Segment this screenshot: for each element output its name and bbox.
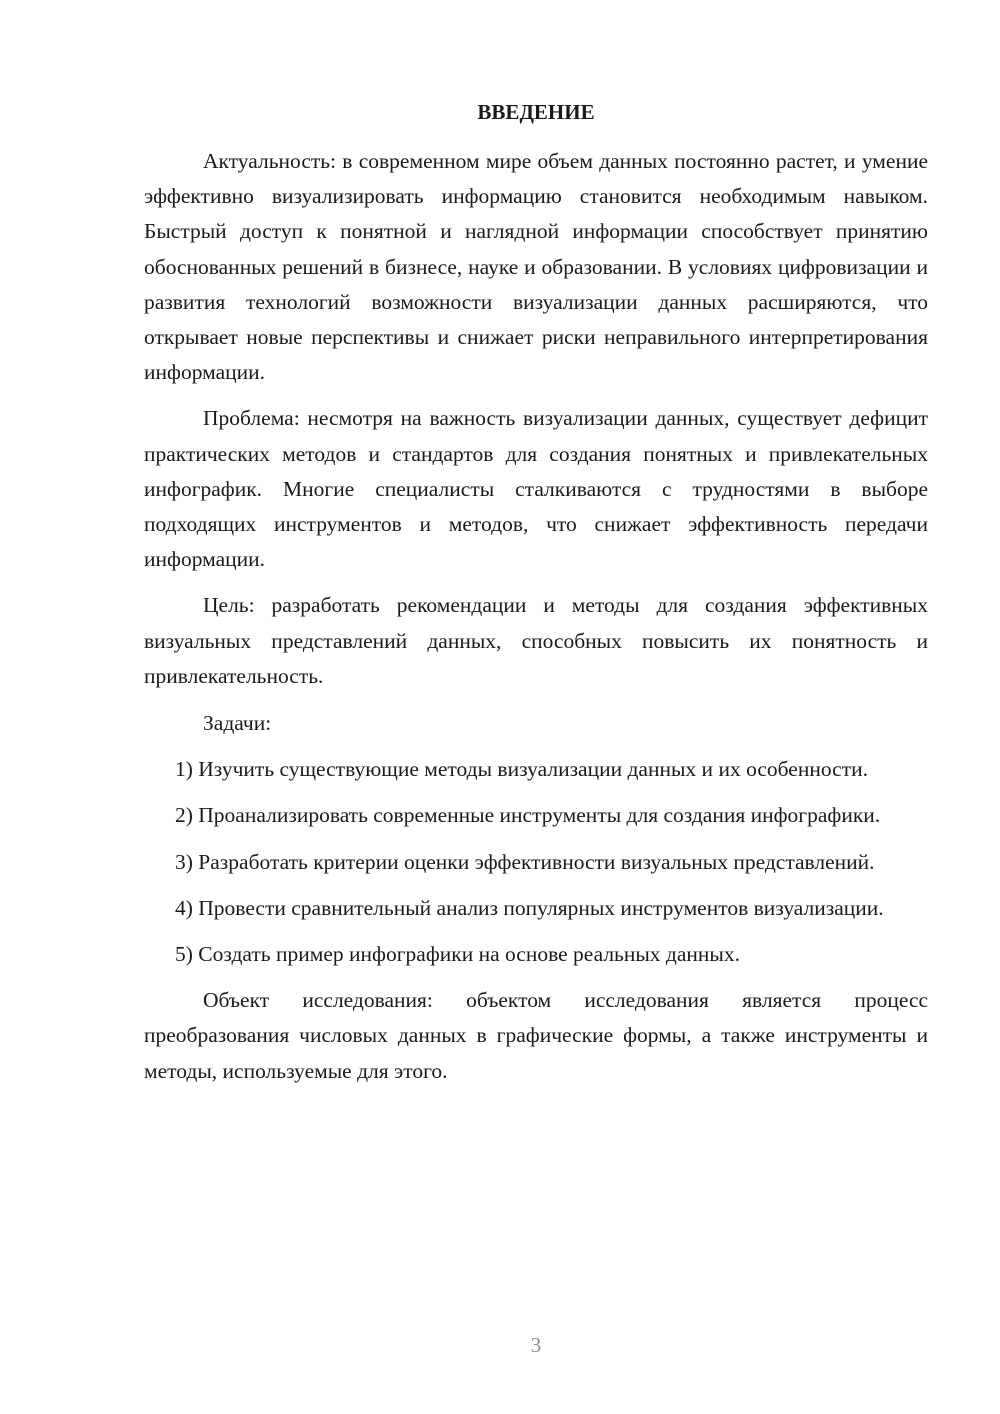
- relevance-paragraph: Актуальность: в современном мире объем данных постоянно растет, и умение эффективно визуализировать информацию становится необходимым навыком. Быстрый доступ к понятной и наглядной информации способствует принятию обоснованных решений в бизнесе, науке и образовании. В условиях цифровизации и развития технологий возможности визуализации данных расширяются, что открывает новые перспективы и снижает риски неправильного интерпретирования информации.: [144, 149, 928, 385]
- page-content: [144, 96, 928, 1100]
- task-item-5: 5) Создать пример инфографики на основе реальных данных.: [175, 942, 740, 967]
- problem-paragraph: Проблема: несмотря на важность визуализации данных, существует дефицит практических методов и стандартов для создания понятных и привлекательных инфографик. Многие специалисты сталкиваются с трудностями в выборе подходящих инструментов и методов, что снижает эффективность передачи информации.: [144, 406, 928, 572]
- section-title: ВВЕДЕНИЕ: [477, 100, 595, 124]
- task-item-2: 2) Проанализировать современные инструменты для создания инфографики.: [175, 803, 881, 828]
- task-item-1: 1) Изучить существующие методы визуализации данных и их особенности.: [175, 757, 868, 782]
- tasks-heading: Задачи:: [203, 711, 272, 736]
- task-item-4: 4) Провести сравнительный анализ популярных инструментов визуализации.: [175, 895, 884, 920]
- goal-paragraph: Цель: разработать рекомендации и методы для создания эффективных визуальных представлений данных, способных повысить их понятность и привлекательность.: [144, 593, 928, 688]
- page-number: 3: [530, 1333, 542, 1357]
- object-paragraph: Объект исследования: объектом исследования является процесс преобразования числовых данных в графические формы, а также инструменты и методы, используемые для этого.: [144, 988, 928, 1083]
- task-item-3: 3) Разработать критерии оценки эффективности визуальных представлений.: [175, 849, 875, 874]
